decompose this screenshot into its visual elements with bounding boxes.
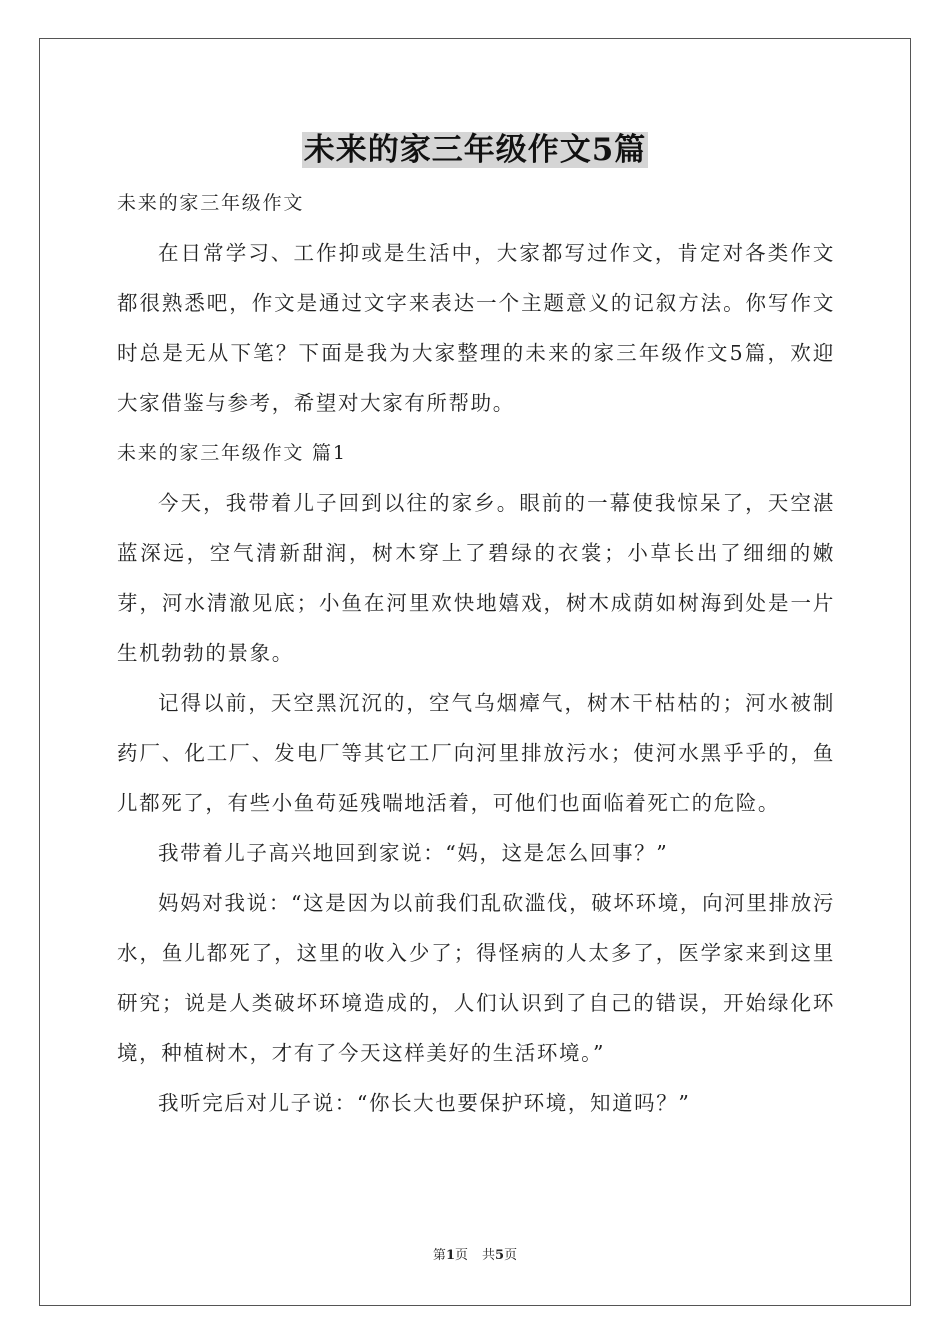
- essay-paragraph: 妈妈对我说：“这是因为以前我们乱砍滥伐，破坏环境，向河里排放污水，鱼儿都死了，这里的收入少了；得怪病的人太多了，医学家来到这里研究；说是人类破坏环境造成的，人们认识到了自己的错误，开始绿化环境，种植树木，才有了今天这样美好的生活环境。”: [117, 891, 835, 1065]
- essay-paragraph: 我带着儿子高兴地回到家说：“妈，这是怎么回事？”: [158, 841, 669, 865]
- section-heading-essay-1: 未来的家三年级作文 篇1: [117, 442, 347, 464]
- footer-total-prefix: 共: [482, 1248, 496, 1263]
- document-title-text: 未来的家三年级作文5篇: [303, 132, 647, 168]
- footer-total-suffix: 页: [504, 1248, 518, 1263]
- footer-page-prefix: 第: [432, 1248, 446, 1263]
- intro-paragraph: 在日常学习、工作抑或是生活中，大家都写过作文，肯定对各类作文都很熟悉吧，作文是通过文字来表达一个主题意义的记叙方法。你写作文时总是无从下笔？下面是我为大家整理的未来的家三年级作文5篇，欢迎大家借鉴与参考，希望对大家有所帮助。: [117, 241, 835, 415]
- footer-page-current: 1: [445, 1248, 455, 1263]
- essay-paragraph: 今天，我带着儿子回到以往的家乡。眼前的一幕使我惊呆了，天空湛蓝深远，空气清新甜润，树木穿上了碧绿的衣裳；小草长出了细细的嫩芽，河水清澈见底；小鱼在河里欢快地嬉戏，树木成荫如树海到处是一片生机勃勃的景象。: [117, 491, 835, 665]
- document-body: [117, 178, 835, 1128]
- essay-paragraph: 记得以前，天空黑沉沉的，空气乌烟瘴气，树木干枯枯的；河水被制药厂、化工厂、发电厂等其它工厂向河里排放污水；使河水黑乎乎的，鱼儿都死了，有些小鱼苟延残喘地活着，可他们也面临着死亡的危险。: [117, 691, 835, 815]
- essay-paragraph: 我听完后对儿子说：“你长大也要保护环境，知道吗？”: [158, 1091, 691, 1115]
- section-heading-intro: 未来的家三年级作文: [117, 192, 305, 214]
- document-title: [0, 126, 950, 174]
- footer-page-total: 5: [495, 1248, 505, 1263]
- footer-page-suffix: 页: [454, 1248, 468, 1263]
- page-footer: [0, 1246, 950, 1266]
